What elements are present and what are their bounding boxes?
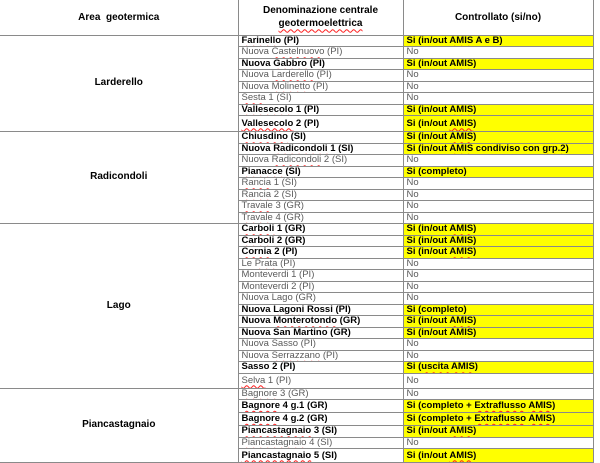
misspelled-word: Molinetto: [271, 81, 311, 92]
plant-name-cell: [238, 247, 403, 259]
text-fragment: ): [473, 58, 477, 69]
misspelled-word: AMIS: [449, 315, 474, 327]
text-fragment: No: [406, 350, 419, 361]
text-fragment: 2 (PI): [293, 117, 320, 129]
text-fragment: (PI): [310, 81, 329, 92]
text-fragment: ): [552, 400, 556, 412]
control-status-cell: [403, 224, 593, 236]
text-fragment: Nuova: [241, 46, 272, 58]
plant-name-cell: [238, 166, 403, 178]
area-cell: Larderello: [0, 35, 238, 132]
text-fragment: Si (completo +: [406, 400, 475, 412]
text-fragment: (SI): [282, 166, 301, 177]
text-fragment: ): [473, 327, 477, 338]
plant-name-cell: [238, 270, 403, 282]
control-status-cell: [403, 426, 593, 438]
text-fragment: ): [474, 361, 478, 373]
plant-name-cell: [238, 281, 403, 293]
plant-name-cell: [238, 413, 403, 426]
text-fragment: Nuova San Martino (GR): [241, 327, 351, 338]
control-status-cell: [403, 316, 593, 328]
control-status-cell: [403, 281, 593, 293]
plant-name-cell: [238, 437, 403, 449]
text-fragment: 2 (PI): [271, 246, 298, 258]
plant-name-cell: [238, 339, 403, 351]
text-fragment: ): [473, 117, 477, 129]
misspelled-word: AMIS: [449, 143, 474, 154]
plant-name-cell: [238, 304, 403, 316]
misspelled-word: Travale: [241, 212, 273, 223]
misspelled-word: AMIS: [449, 35, 474, 46]
control-status-cell: [403, 437, 593, 449]
text-fragment: No: [406, 92, 419, 104]
plant-name-cell: [238, 235, 403, 247]
plant-name-cell: [238, 47, 403, 59]
plant-name-cell: [238, 178, 403, 190]
text-fragment: (SI): [287, 131, 306, 143]
control-status-cell: [403, 247, 593, 259]
plant-name-cell: [238, 449, 403, 463]
text-fragment: (PI): [320, 350, 339, 361]
control-status-cell: [403, 373, 593, 388]
control-status-cell: [403, 104, 593, 116]
header-area-geotermica: Area geotermica: [0, 0, 238, 35]
text-fragment: Nuova: [241, 81, 272, 92]
text-fragment: 1 (SI): [271, 177, 297, 189]
plant-name-cell: [238, 388, 403, 400]
text-fragment: Si (in/out: [406, 449, 450, 461]
text-fragment: No: [406, 177, 419, 189]
text-fragment: Nuova Sasso (PI): [241, 338, 316, 350]
text-fragment: 1 (SI): [327, 143, 354, 154]
misspelled-word: Carboli: [241, 223, 275, 235]
text-fragment: No: [406, 200, 419, 212]
misspelled-word: Larderello: [271, 69, 314, 81]
control-status-cell: [403, 178, 593, 190]
text-fragment: No: [406, 388, 419, 399]
control-status-cell: [403, 449, 593, 463]
table-row: [0, 224, 593, 236]
text-fragment: ): [473, 449, 477, 461]
misspelled-word: AMIS: [449, 58, 474, 69]
text-fragment: ): [473, 131, 477, 143]
text-fragment: 1 (PI): [265, 374, 292, 386]
text-fragment: Si (completo): [406, 304, 467, 315]
text-fragment: No: [406, 258, 419, 269]
text-fragment: ): [565, 143, 569, 154]
control-status-cell: [403, 339, 593, 351]
text-fragment: ): [473, 235, 477, 246]
text-fragment: ): [473, 425, 477, 437]
text-fragment: No: [406, 281, 419, 292]
text-fragment: (PI): [313, 69, 332, 81]
misspelled-word: grp.2: [542, 143, 566, 154]
text-fragment: ): [552, 413, 556, 425]
misspelled-word: Extraflusso: [474, 413, 527, 425]
control-status-cell: [403, 155, 593, 167]
text-fragment: ): [473, 223, 477, 235]
text-fragment: Si (: [406, 361, 422, 373]
misspelled-word: AMIS: [449, 327, 474, 338]
misspelled-word: AMIS: [449, 104, 474, 115]
table-row: [0, 35, 593, 47]
text-fragment: ): [473, 315, 477, 327]
plant-name-cell: [238, 426, 403, 438]
text-fragment: Nuova: [241, 304, 274, 315]
text-fragment: Nuova Lago (GR): [241, 292, 316, 304]
text-fragment: Nuova: [241, 69, 272, 81]
text-fragment: No: [406, 81, 419, 92]
control-status-cell: [403, 400, 593, 413]
text-fragment: Si (in/out: [406, 35, 450, 46]
misspelled-word: AMIS: [449, 223, 474, 235]
table-body: [0, 35, 593, 463]
text-fragment: (PI): [306, 58, 325, 69]
text-fragment: 1 (PI): [293, 104, 320, 115]
text-fragment: Si (in/out: [406, 235, 450, 246]
plant-name-cell: [238, 58, 403, 70]
plant-name-cell: [238, 373, 403, 388]
plant-name-cell: [238, 327, 403, 339]
misspelled-word: Radicondoli: [273, 143, 328, 154]
plant-name-cell: [238, 293, 403, 305]
misspelled-word: Selva: [241, 374, 266, 386]
misspelled-word: uscita: [421, 361, 449, 373]
text-fragment: (PI): [324, 46, 343, 58]
text-fragment: Monteverdi 1 (PI): [241, 269, 315, 281]
misspelled-word: Rancia: [241, 177, 272, 189]
control-status-cell: [403, 362, 593, 374]
text-fragment: No: [406, 437, 419, 448]
text-fragment: Sasso 2 (PI): [241, 361, 296, 373]
text-fragment: Si (in/out: [406, 246, 450, 258]
misspelled-word: AMIS: [449, 117, 474, 129]
control-status-cell: [403, 58, 593, 70]
text-fragment: No: [406, 154, 419, 166]
text-fragment: 1 (GR): [274, 223, 306, 235]
control-status-cell: [403, 116, 593, 132]
control-status-cell: [403, 293, 593, 305]
misspelled-word: Vallesecolo: [241, 117, 294, 129]
text-fragment: No: [406, 189, 419, 200]
plant-name-cell: [238, 116, 403, 132]
misspelled-word: AMIS: [449, 449, 474, 461]
misspelled-word: Lagoni: [273, 304, 305, 315]
control-status-cell: [403, 93, 593, 105]
control-status-cell: [403, 413, 593, 426]
misspelled-word: Extraflusso: [474, 400, 527, 412]
control-status-cell: [403, 47, 593, 59]
text-fragment: Si (in/out: [406, 58, 450, 69]
text-fragment: 2 (SI): [321, 154, 348, 166]
control-status-cell: [403, 212, 593, 224]
misspelled-word: Rancia: [241, 189, 272, 200]
text-fragment: Nuova: [241, 315, 274, 327]
text-fragment: No: [406, 292, 419, 304]
misspelled-word: Monterotondo: [273, 315, 338, 327]
misspelled-word: Vallesecolo: [241, 104, 294, 115]
plant-name-cell: [238, 81, 403, 93]
misspelled-word: AMIS: [528, 400, 553, 412]
text-fragment: Nuova: [241, 350, 272, 361]
text-fragment: Monteverdi 2 (PI): [241, 281, 315, 292]
control-status-cell: [403, 304, 593, 316]
control-status-cell: [403, 189, 593, 201]
control-status-cell: [403, 166, 593, 178]
area-cell: Radicondoli: [0, 132, 238, 224]
plant-name-cell: [238, 155, 403, 167]
plant-name-cell: [238, 143, 403, 155]
control-status-cell: [403, 70, 593, 82]
text-fragment: Nuova: [241, 143, 274, 154]
text-fragment: Si (completo): [406, 166, 467, 177]
misspelled-word: Gabbro: [273, 58, 307, 69]
text-fragment: (PI): [277, 258, 296, 269]
control-status-cell: [403, 327, 593, 339]
plant-name-cell: [238, 212, 403, 224]
text-fragment: 1 (SI): [265, 92, 292, 104]
misspelled-word: Radicondoli: [271, 154, 322, 166]
text-fragment: Nuova: [241, 58, 274, 69]
plant-name-cell: [238, 350, 403, 362]
text-fragment: No: [406, 374, 419, 386]
header-denominazione-line1: Denominazione centrale: [262, 5, 379, 17]
text-fragment: 4 g.1 (GR): [280, 400, 328, 412]
text-fragment: 3 (SI): [311, 425, 338, 437]
text-fragment: Rossi (PI): [304, 304, 351, 315]
header-controllato: Controllato (si/no): [403, 0, 593, 35]
text-fragment: ): [473, 104, 477, 115]
plant-name-cell: [238, 70, 403, 82]
control-status-cell: [403, 350, 593, 362]
table-header: [0, 0, 593, 35]
misspelled-word: Bagnore: [241, 400, 281, 412]
plant-name-cell: [238, 316, 403, 328]
text-fragment: Si (in/out: [406, 315, 450, 327]
text-fragment: ): [473, 246, 477, 258]
misspelled-word: Castelnuovo: [271, 46, 325, 58]
text-fragment: Si (in/out: [406, 425, 450, 437]
misspelled-word: AMIS: [449, 235, 474, 246]
text-fragment: 4 (SI): [306, 437, 333, 448]
header-row: [0, 0, 593, 35]
text-fragment: No: [406, 69, 419, 81]
text-fragment: A e B): [473, 35, 503, 46]
control-status-cell: [403, 235, 593, 247]
control-status-cell: [403, 388, 593, 400]
text-fragment: 3 (GR): [277, 388, 309, 399]
area-cell: Lago: [0, 224, 238, 389]
text-fragment: Si (in/out: [406, 131, 450, 143]
plant-name-cell: [238, 400, 403, 413]
text-fragment: 5 (SI): [311, 449, 338, 461]
misspelled-word: Piancastagnaio: [241, 425, 312, 437]
plant-name-cell: [238, 35, 403, 47]
misspelled-word: Bagnore: [241, 413, 281, 425]
text-fragment: 4 (GR): [272, 212, 304, 223]
misspelled-word: Farinello: [241, 35, 282, 46]
misspelled-word: Cornia: [241, 246, 272, 258]
text-fragment: 2 (SI): [271, 189, 297, 200]
text-fragment: 3 (GR): [272, 200, 304, 212]
text-fragment: No: [406, 46, 419, 58]
misspelled-word: Serrazzano: [271, 350, 321, 361]
misspelled-word: AMIS: [528, 413, 553, 425]
table-row: [0, 388, 593, 400]
plant-name-cell: [238, 104, 403, 116]
misspelled-word: Sesta: [241, 92, 266, 104]
text-fragment: (PI): [281, 35, 300, 46]
misspelled-word: Prata: [254, 258, 278, 269]
control-status-cell: [403, 258, 593, 270]
text-fragment: Si (in/out: [406, 327, 450, 338]
text-fragment: No: [406, 269, 419, 281]
plant-name-cell: [238, 201, 403, 213]
control-status-cell: [403, 143, 593, 155]
control-status-cell: [403, 270, 593, 282]
misspelled-word: AMIS: [451, 361, 475, 373]
text-fragment: Si (in/out: [406, 104, 450, 115]
plant-name-cell: [238, 132, 403, 144]
misspelled-word: Travale: [241, 200, 273, 212]
misspelled-word: Carboli: [241, 235, 275, 246]
control-status-cell: [403, 81, 593, 93]
control-status-cell: [403, 132, 593, 144]
text-fragment: Le: [241, 258, 255, 269]
text-fragment: (GR): [337, 315, 361, 327]
plant-name-cell: [238, 189, 403, 201]
table-row: [0, 132, 593, 144]
misspelled-word: Pianacce: [241, 166, 283, 177]
header-denominazione-centrale: [238, 0, 403, 35]
misspelled-word: AMIS: [449, 246, 474, 258]
text-fragment: Si (completo +: [406, 413, 475, 425]
misspelled-word: Piancastagnaio: [241, 437, 307, 448]
text-fragment: condiviso con: [473, 143, 543, 154]
text-fragment: Si (in/out: [406, 223, 450, 235]
text-fragment: Nuova: [241, 154, 272, 166]
area-cell: Piancastagnaio: [0, 388, 238, 463]
text-fragment: 4 g.2 (GR): [280, 413, 328, 425]
misspelled-word: Chiusdino: [241, 131, 288, 143]
plant-name-cell: [238, 362, 403, 374]
text-fragment: 2 (GR): [274, 235, 306, 246]
plant-name-cell: [238, 93, 403, 105]
misspelled-word: AMIS: [449, 425, 474, 437]
control-status-cell: [403, 201, 593, 213]
text-fragment: No: [406, 212, 419, 223]
control-status-cell: [403, 35, 593, 47]
text-fragment: Si (in/out: [406, 143, 450, 154]
header-denominazione-line2: geotermoelettrica: [278, 18, 363, 30]
misspelled-word: AMIS: [449, 131, 474, 143]
misspelled-word: Piancastagnaio: [241, 449, 312, 461]
plant-name-cell: [238, 224, 403, 236]
plant-name-cell: [238, 258, 403, 270]
text-fragment: No: [406, 338, 419, 350]
text-fragment: Si (in/out: [406, 117, 450, 129]
misspelled-word: Bagnore: [241, 388, 278, 399]
